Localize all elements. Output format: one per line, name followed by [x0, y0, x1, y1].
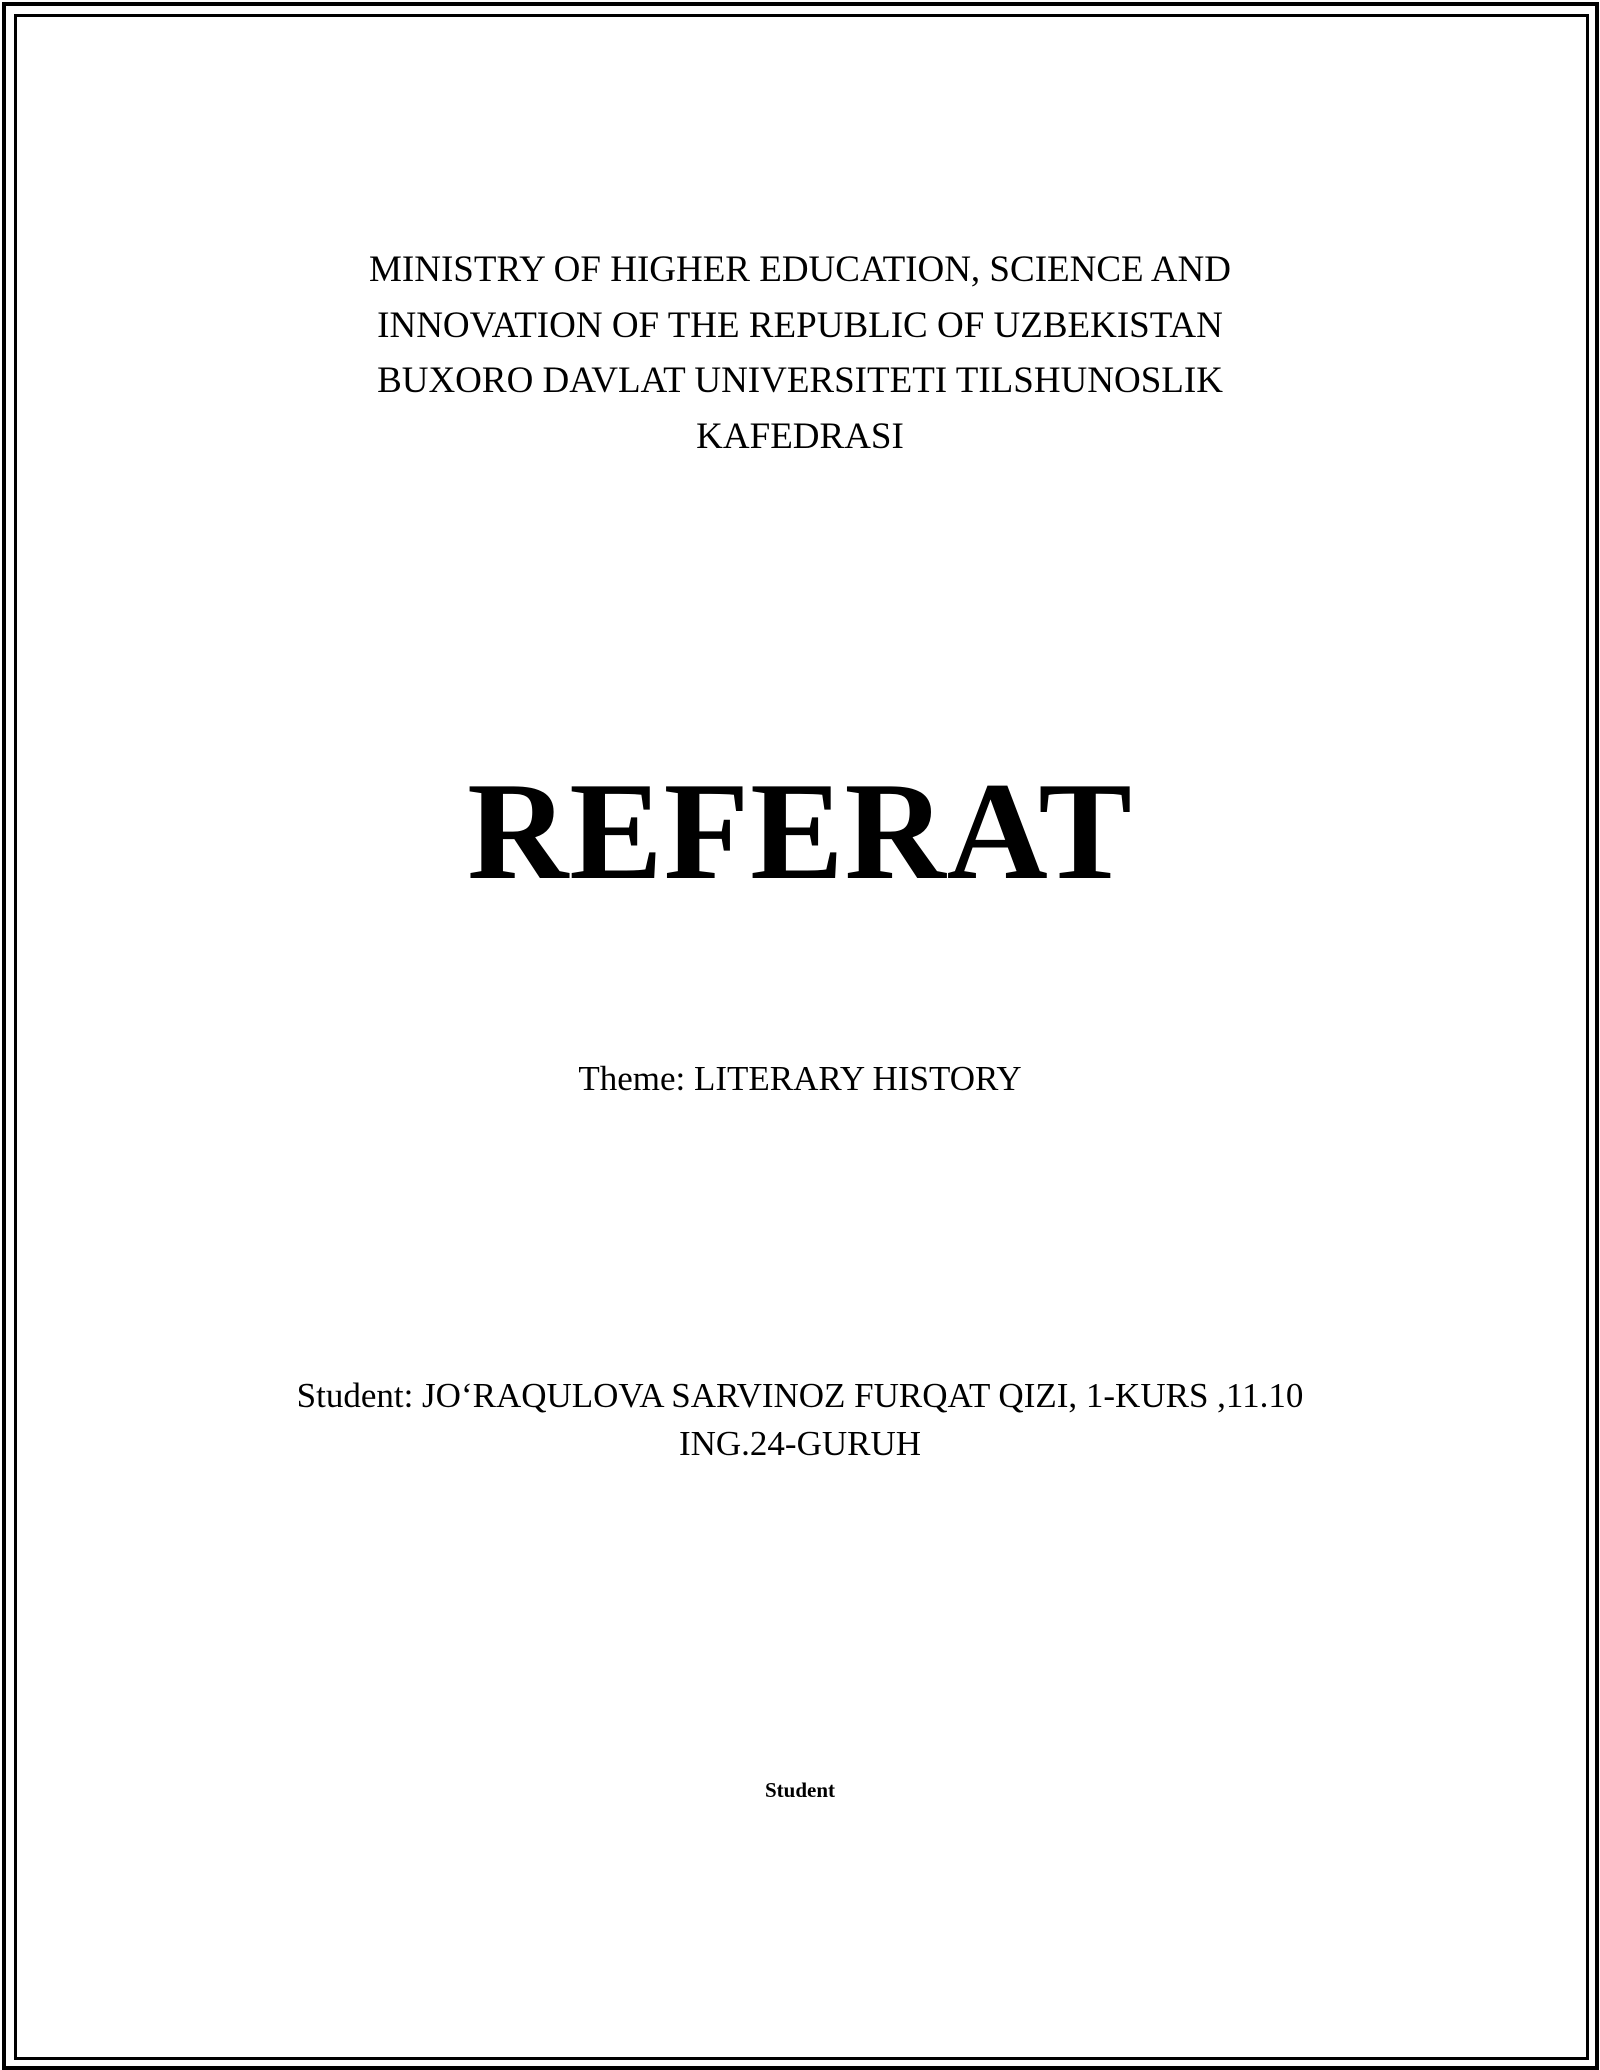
- footer-student-label: Student: [764, 1778, 836, 1802]
- student-info: [0, 1372, 1600, 1468]
- theme-line: Theme: LITERARY HISTORY: [578, 1059, 1022, 1098]
- header-line: BUXORO DAVLAT UNIVERSITETI TILSHUNOSLIK: [377, 360, 1223, 401]
- header-line: KAFEDRASI: [696, 415, 904, 457]
- document-title: REFERAT: [467, 754, 1133, 909]
- header-line: INNOVATION OF THE REPUBLIC OF UZBEKISTAN: [377, 304, 1223, 346]
- institution-header: [0, 242, 1600, 464]
- header-line: MINISTRY OF HIGHER EDUCATION, SCIENCE AND: [369, 249, 1231, 290]
- student-line: ING.24-GURUH: [678, 1424, 922, 1463]
- student-line: Student: JO‘RAQULOVA SARVINOZ FURQAT QIZI, 1-KURS ,11.10: [296, 1376, 1304, 1415]
